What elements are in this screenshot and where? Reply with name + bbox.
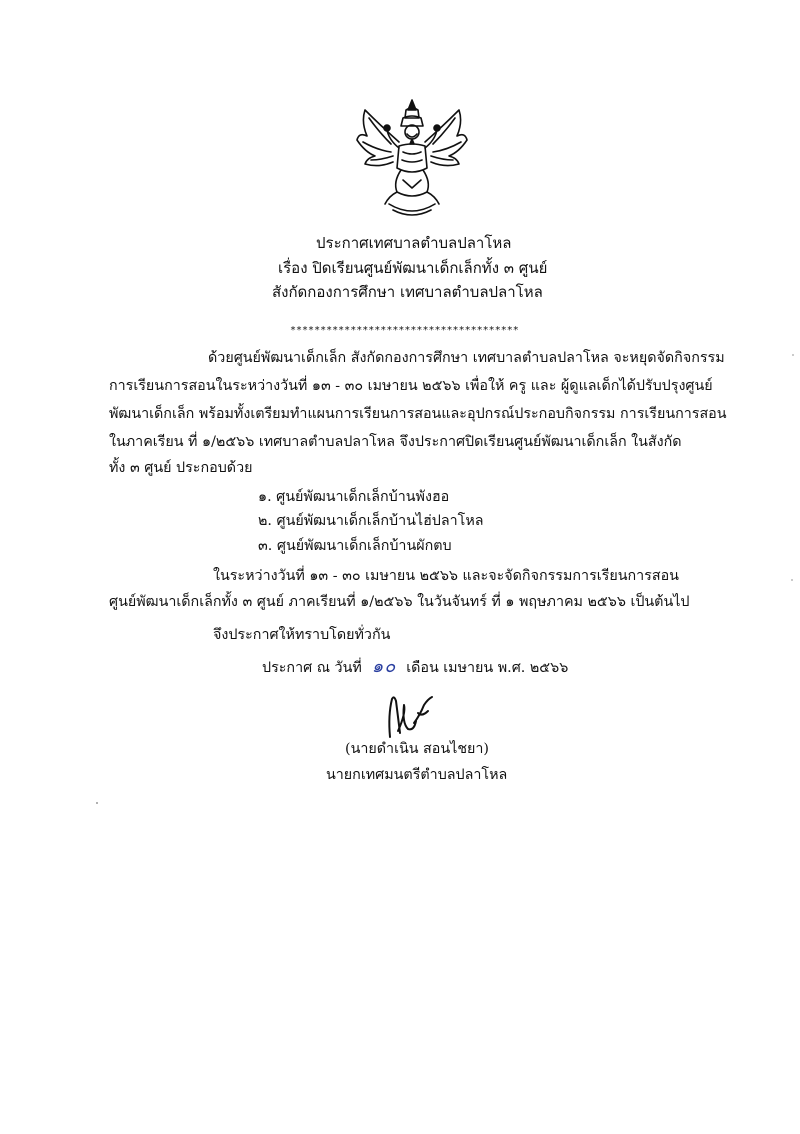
signatory-name: (นายดำเนิน สอนไชยา): [345, 741, 490, 757]
closing-line: ศูนย์พัฒนาเด็กเล็กทั้ง ๓ ศูนย์ ภาคเรียนที่ ๑/๒๕๖๖ ในวันจันทร์ ที่ ๑ พฤษภาคม ๒๕๖๖ เป็นต้นไป: [109, 594, 690, 610]
closing-line: ในระหว่างวันที่ ๑๓ - ๓๐ เมษายน ๒๕๖๖ และจะจัดกิจกรรมการเรียนการสอน: [213, 568, 679, 584]
garuda-emblem-icon: [353, 96, 471, 220]
announcement-affiliation: สังกัดกองการศึกษา เทศบาลตำบลปลาโหล: [272, 283, 543, 301]
closing-line: จึงประกาศให้ทราบโดยทั่วกัน: [213, 627, 391, 643]
body-line: การเรียนการสอนในระหว่างวันที่ ๑๓ - ๓๐ เมษายน ๒๕๖๖ เพื่อให้ ครู และ ผู้ดูแลเด็กได้ปรับปรุงศูนย์: [109, 378, 713, 394]
separator-line: **************************************: [290, 325, 519, 336]
center-list-item: ๑. ศูนย์พัฒนาเด็กเล็กบ้านพังฮอ: [258, 489, 450, 505]
center-list-item: ๒. ศูนย์พัฒนาเด็กเล็กบ้านไฮ่ปลาโหล: [258, 513, 484, 529]
announcement-date: [262, 656, 578, 679]
announcement-subject: เรื่อง ปิดเรียนศูนย์พัฒนาเด็กเล็กทั้ง ๓ ศูนย์: [278, 259, 548, 277]
body-line: ทั้ง ๓ ศูนย์ ประกอบด้วย: [109, 460, 253, 476]
center-list-item: ๓. ศูนย์พัฒนาเด็กเล็กบ้านผักตบ: [258, 538, 452, 554]
date-day-handwritten: ๑๐: [371, 656, 397, 677]
date-prefix: ประกาศ ณ วันที่: [262, 660, 362, 676]
body-line: ในภาคเรียน ที่ ๑/๒๕๖๖ เทศบาลตำบลปลาโหล จึงประกาศปิดเรียนศูนย์พัฒนาเด็กเล็ก ในสังกัด: [109, 434, 682, 450]
announcement-title: ประกาศเทศบาลตำบลปลาโหล: [316, 234, 512, 252]
body-line: พัฒนาเด็กเล็ก พร้อมทั้งเตรียมทำแผนการเรียนการสอนและอุปกรณ์ประกอบกิจกรรม การเรียนการสอน: [109, 406, 727, 422]
body-line: ด้วยศูนย์พัฒนาเด็กเล็ก สังกัดกองการศึกษา เทศบาลตำบลปลาโหล จะหยุดจัดกิจกรรม: [208, 350, 725, 366]
handwritten-signature: [384, 693, 434, 739]
date-month-year: เดือน เมษายน พ.ศ. ๒๕๖๖: [406, 660, 569, 676]
signatory-title: นายกเทศมนตรีตำบลปลาโหล: [326, 767, 508, 783]
